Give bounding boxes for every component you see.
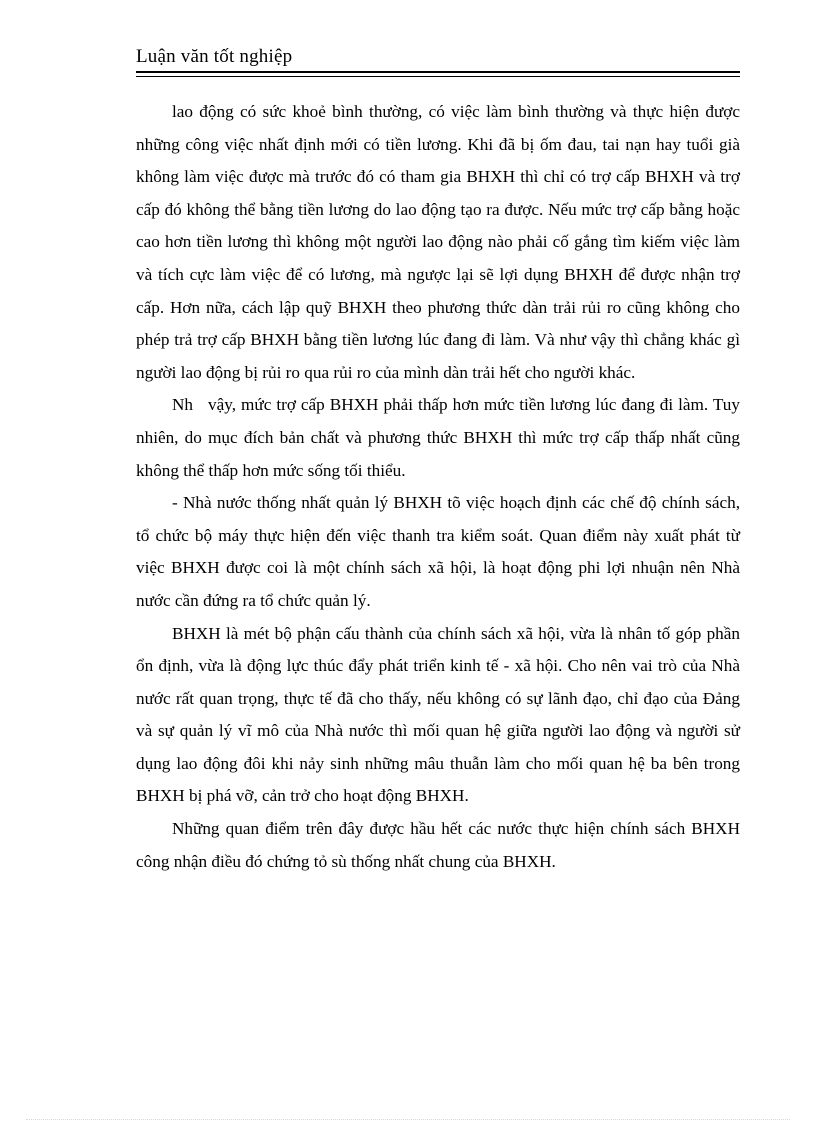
document-body bbox=[136, 96, 745, 878]
paragraph: Nh vậy, mức trợ cấp BHXH phải thấp hơn mức tiền lương lúc đang đi làm. Tuy nhiên, do mục đích bản chất và phương thức BHXH thì mức trợ cấp thấp nhất cũng không thể thấp hơn mức sống tối thiểu. bbox=[136, 395, 745, 480]
page-header bbox=[136, 44, 740, 70]
header-title: Luận văn tốt nghiệp bbox=[136, 46, 293, 67]
paragraph: - Nhà nước thống nhất quản lý BHXH tõ việc hoạch định các chế độ chính sách, tổ chức bộ máy thực hiện đến việc thanh tra kiểm soát. Quan điểm này xuất phát từ việc BHXH được coi là một chính sách xã hội, là hoạt động phi lợi nhuận nên Nhà nước cần đứng ra tổ chức quản lý. bbox=[136, 493, 740, 610]
header-rule-thin bbox=[136, 76, 740, 77]
paragraph: BHXH là mét bộ phận cấu thành của chính sách xã hội, vừa là nhân tố góp phần ổn định, vừa là động lực thúc đẩy phát triển kinh tế - xã hội. Cho nên vai trò của Nhà nước rất quan trọng, thực tế đã cho thấy, nếu không có sự lãnh đạo, chỉ đạo của Đảng và sự quản lý vĩ mô của Nhà nước thì mối quan hệ giữa người lao động và người sử dụng lao động đôi khi nảy sinh những mâu thuẫn làm cho mối quan hệ ba bên trong BHXH bị phá vỡ, cản trở cho hoạt động BHXH. bbox=[136, 623, 740, 806]
paragraph: lao động có sức khoẻ bình thường, có việc làm bình thường và thực hiện được những công việc nhất định mới có tiền lương. Khi đã bị ốm đau, tai nạn hay tuổi già không làm việc được mà trước đó có tham gia BHXH thì chỉ có trợ cấp BHXH và trợ cấp đó không thể bằng tiền lương do lao động tạo ra được. Nếu mức trợ cấp bằng hoặc cao hơn tiền lương thì không một người lao động nào phải cố gắng tìm kiếm việc làm và tích cực làm việc để có lương, mà ngược lại sẽ lợi dụng BHXH để được nhận trợ cấp. Hơn nữa, cách lập quỹ BHXH theo phương thức dàn trải rủi ro cũng không cho phép trả trợ cấp BHXH bằng tiền lương lúc đang đi làm. Và như vậy thì chẳng khác gì người lao động bị rủi ro qua rủi ro của mình dàn trải hết cho người khác. bbox=[136, 102, 740, 382]
header-rule-thick bbox=[136, 71, 740, 73]
footer-dotted-line bbox=[26, 1119, 790, 1120]
paragraph: Những quan điểm trên đây được hầu hết các nước thực hiện chính sách BHXH công nhận điều đó chứng tỏ sù thống nhất chung của BHXH. bbox=[136, 819, 740, 871]
